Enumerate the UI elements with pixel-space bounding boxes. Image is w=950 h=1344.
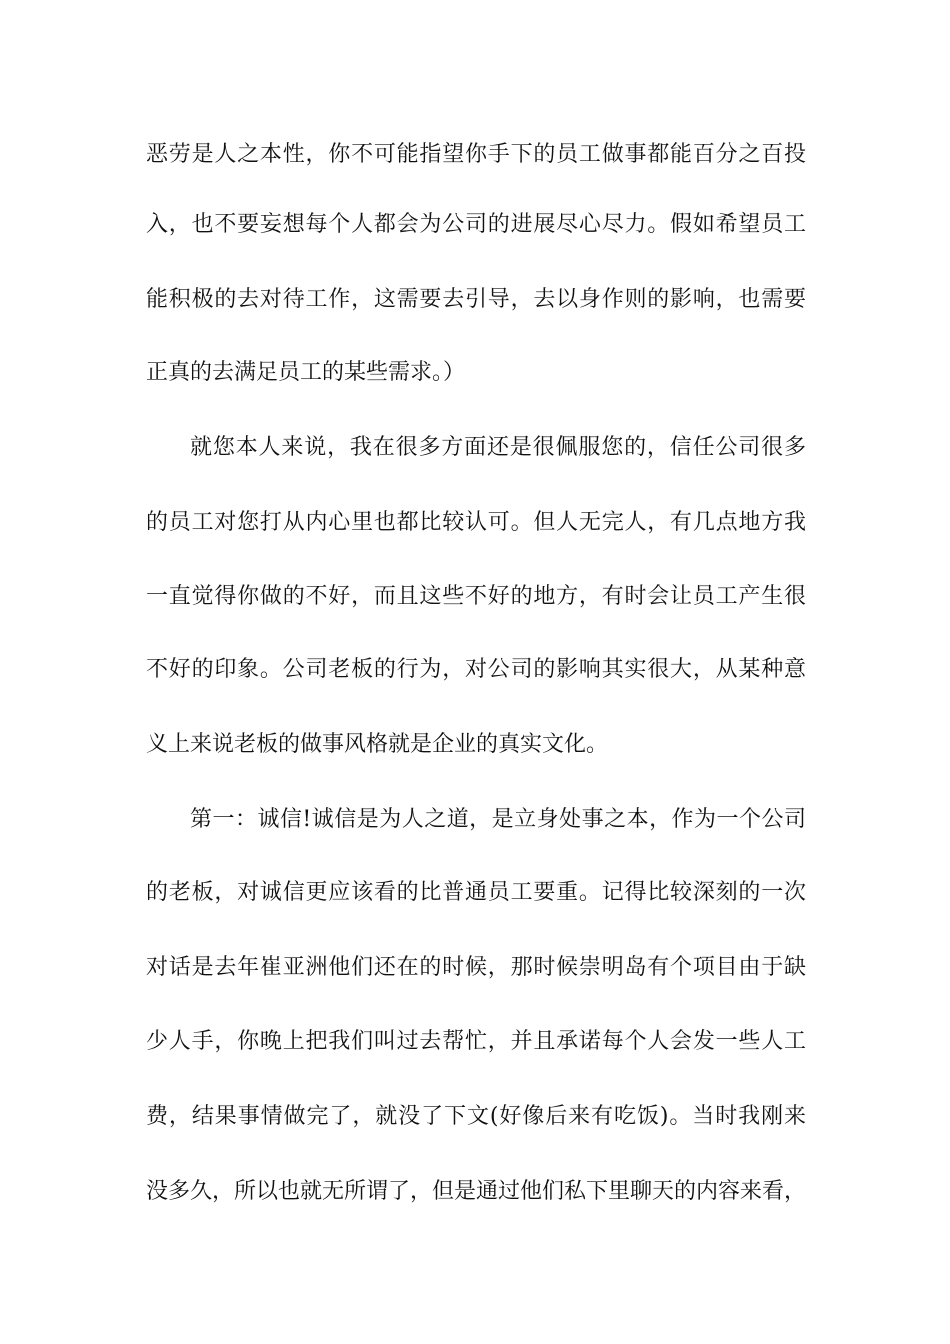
paragraph-line: 少人手，你晚上把我们叫过去帮忙，并且承诺每个人会发一些人工 [146,1029,806,1054]
paragraph-line: 费，结果事情做完了，就没了下文(好像后来有吃饭)。当时我刚来 [146,1104,806,1129]
paragraph-line: 能积极的去对待工作，这需要去引导，去以身作则的影响，也需要 [146,287,806,312]
paragraph-line: 没多久，所以也就无所谓了，但是通过他们私下里聊天的内容来看， [146,1179,807,1204]
paragraph-line: 正真的去满足员工的某些需求。） [146,360,466,385]
paragraph-line: 义上来说老板的做事风格就是企业的真实文化。 [146,732,609,757]
paragraph-line: 恶劳是人之本性，你不可能指望你手下的员工做事都能百分之百投 [146,142,806,167]
paragraph-line: 入，也不要妄想每个人都会为公司的进展尽心尽力。假如希望员工 [146,212,806,237]
paragraph-line: 对话是去年崔亚洲他们还在的时候，那时候崇明岛有个项目由于缺 [146,955,806,980]
paragraph-line: 一直觉得你做的不好，而且这些不好的地方，有时会让员工产生很 [146,584,806,609]
paragraph-line: 的员工对您打从内心里也都比较认可。但人无完人，有几点地方我 [146,510,806,535]
paragraph-line: 就您本人来说，我在很多方面还是很佩服您的，信任公司很多 [190,435,806,460]
paragraph-line: 不好的印象。公司老板的行为，对公司的影响其实很大，从某种意 [146,657,806,682]
paragraph-line: 第一：诚信!诚信是为人之道，是立身处事之本，作为一个公司 [190,807,806,832]
paragraph-line: 的老板，对诚信更应该看的比普通员工要重。记得比较深刻的一次 [146,880,806,905]
